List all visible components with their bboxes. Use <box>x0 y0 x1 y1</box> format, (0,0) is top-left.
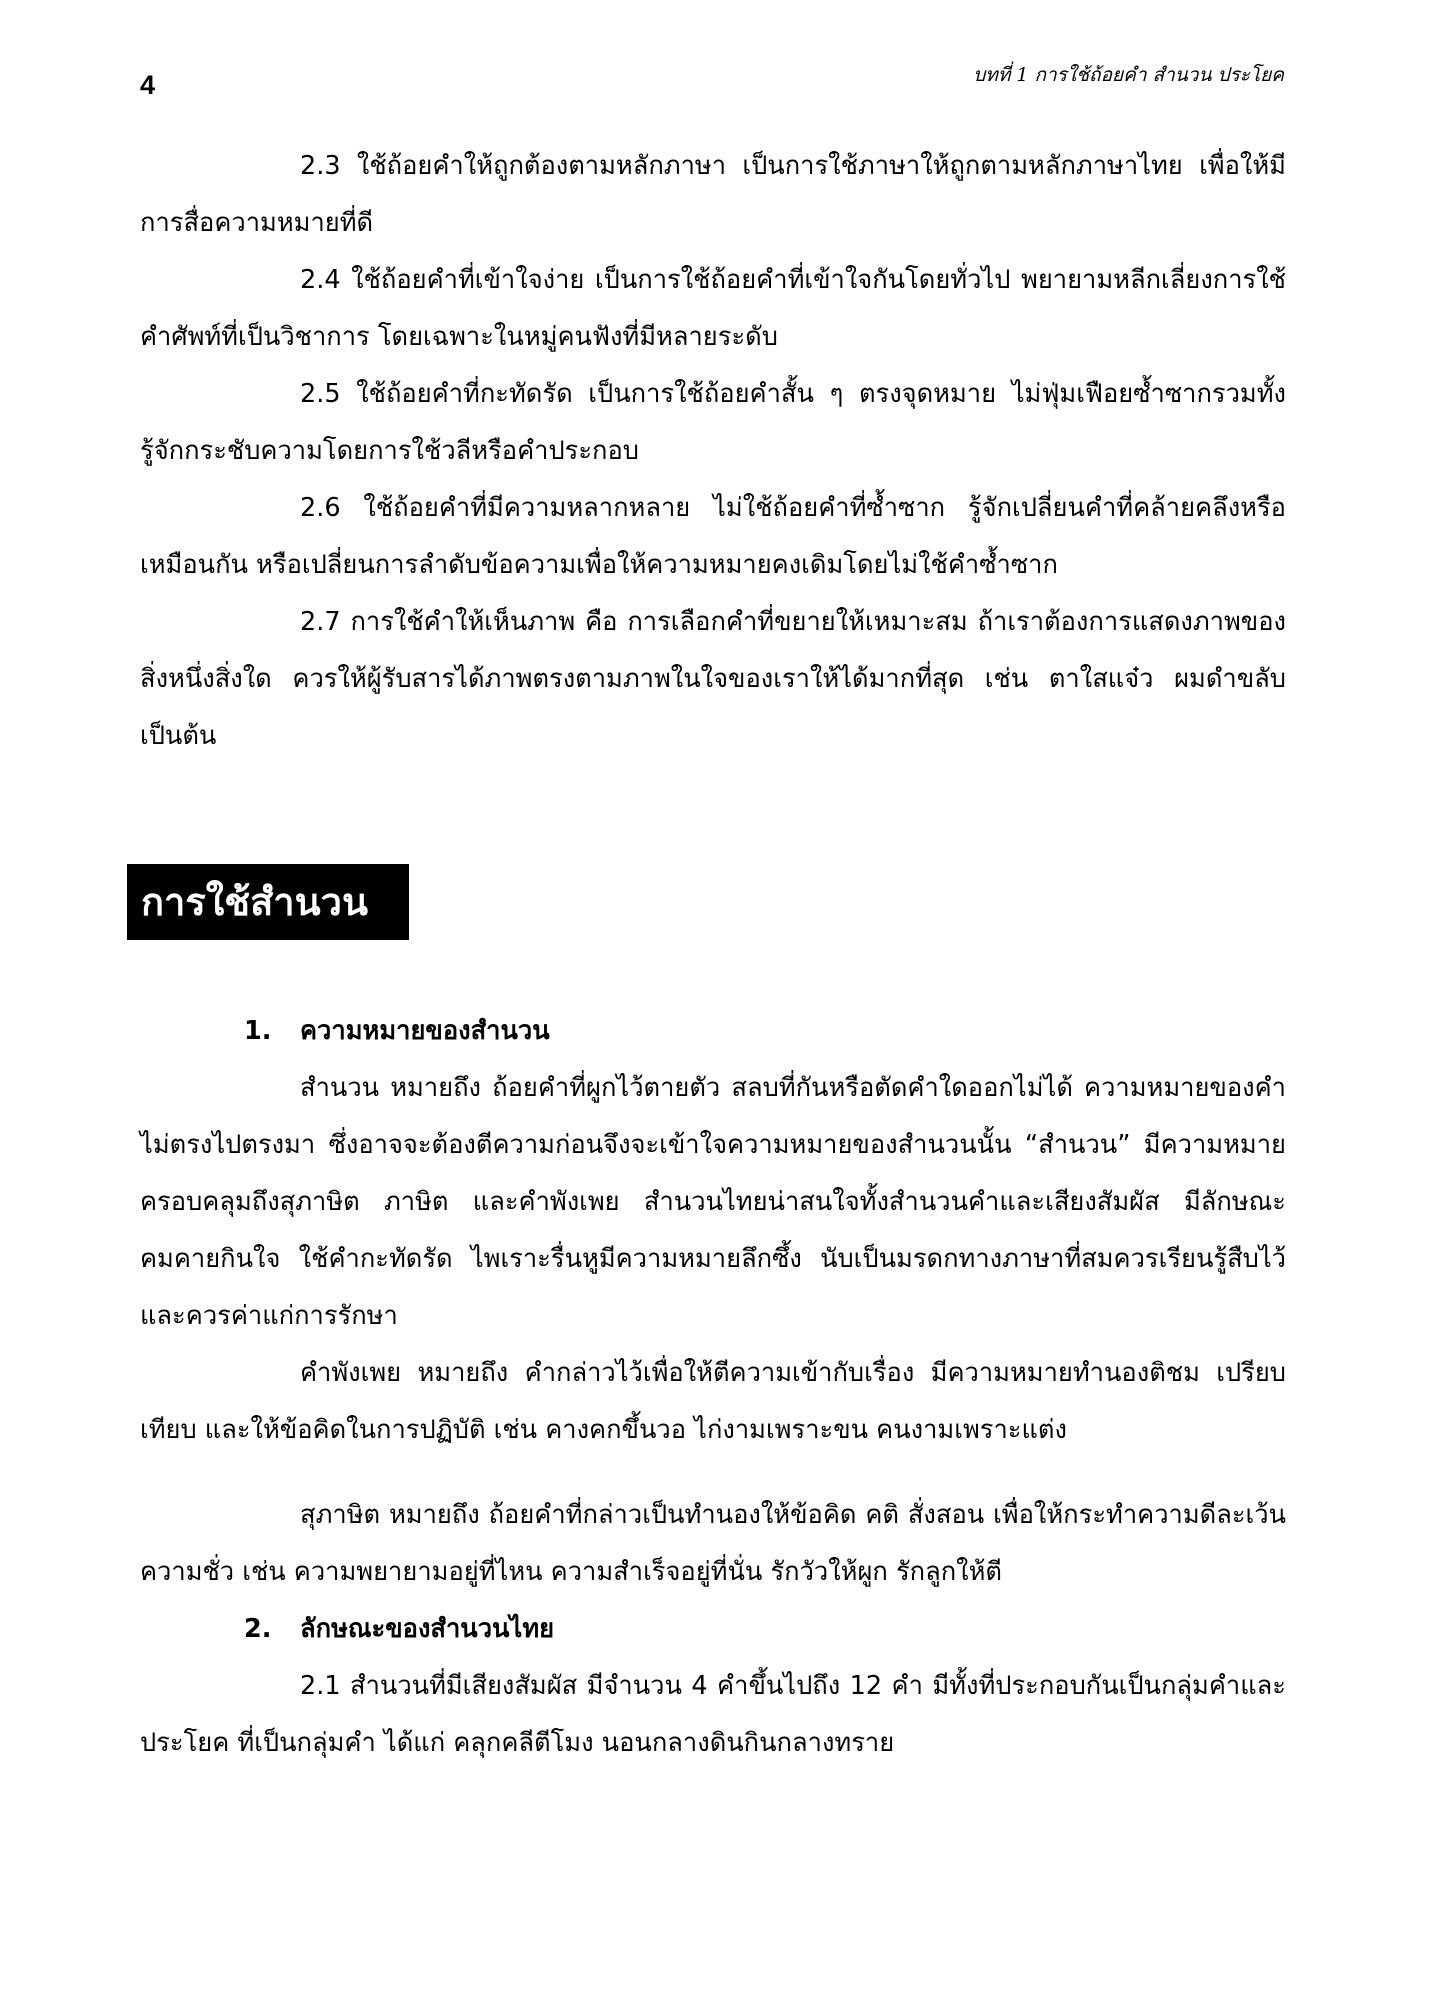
subheading-text: ความหมายของสำนวน <box>300 1016 550 1046</box>
paragraph-spacer <box>140 1459 1286 1487</box>
section-word-usage <box>140 138 1286 765</box>
page-number: 4 <box>140 70 156 100</box>
paragraph-2-4: 2.4 ใช้ถ้อยคำที่เข้าใจง่าย เป็นการใช้ถ้อยคำที่เข้าใจกันโดยทั่วไป พยายามหลีกเลี่ยงการใช้คำศัพท์ที่เป็นวิชาการ โดยเฉพาะในหมู่คนฟังที่มีหลายระดับ <box>140 265 1286 352</box>
subheading-number: 1. <box>244 1016 272 1046</box>
subheading-characteristics <box>140 1601 1286 1658</box>
paragraph-idiom-definition: สำนวน หมายถึง ถ้อยคำที่ผูกไว้ตายตัว สลบที่กันหรือตัดคำใดออกไม่ได้ ความหมายของคำไม่ตรงไปตรงมา ซึ่งอาจจะต้องตีความก่อนจึงจะเข้าใจความหมายของสำนวนนั้น “สำนวน” มีความหมายครอบคลุมถึงสุภาษิต ภาษิต และคำพังเพย สำนวนไทยน่าสนใจทั้งสำนวนคำและเสียงสัมผัส มีลักษณะคมคายกินใจ ใช้คำกะทัดรัด ไพเราะรื่นหูมีความหมายลึกซึ้ง นับเป็นมรดกทางภาษาที่สมควรเรียนรู้สืบไว้และควรค่าแก่การรักษา <box>140 1073 1286 1331</box>
section-idioms <box>140 1003 1286 1772</box>
paragraph-proverb-definition: คำพังเพย หมายถึง คำกล่าวไว้เพื่อให้ตีความเข้ากับเรื่อง มีความหมายทำนองติชม เปรียบเทียบ และให้ข้อคิดในการปฏิบัติ เช่น คางคกขึ้นวอ ไก่งามเพราะขน คนงามเพราะแต่ง <box>140 1358 1286 1445</box>
running-header: บทที่ 1 การใช้ถ้อยคำ สำนวน ประโยค <box>973 64 1284 86</box>
subheading-text: ลักษณะของสำนวนไทย <box>300 1614 555 1644</box>
paragraph-maxim-definition: สุภาษิต หมายถึง ถ้อยคำที่กล่าวเป็นทำนองให้ข้อคิด คติ สั่งสอน เพื่อให้กระทำความดีละเว้นความชั่ว เช่น ความพยายามอยู่ที่ไหน ความสำเร็จอยู่ที่นั่น รักวัวให้ผูก รักลูกให้ตี <box>140 1500 1286 1587</box>
paragraph-2-1: 2.1 สำนวนที่มีเสียงสัมผัส มีจำนวน 4 คำขึ้นไปถึง 12 คำ มีทั้งที่ประกอบกันเป็นกลุ่มคำและประโยค ที่เป็นกลุ่มคำ ได้แก่ คลุกคลีตีโมง นอนกลางดินกินกลางทราย <box>140 1671 1286 1758</box>
paragraph-2-3: 2.3 ใช้ถ้อยคำให้ถูกต้องตามหลักภาษา เป็นการใช้ภาษาให้ถูกตามหลักภาษาไทย เพื่อให้มีการสื่อความหมายที่ดี <box>140 151 1286 238</box>
paragraph-2-6: 2.6 ใช้ถ้อยคำที่มีความหลากหลาย ไม่ใช้ถ้อยคำที่ซ้ำซาก รู้จักเปลี่ยนคำที่คล้ายคลึงหรือเหมือนกัน หรือเปลี่ยนการลำดับข้อความเพื่อให้ความหมายคงเดิมโดยไม่ใช้คำซ้ำซาก <box>140 493 1286 580</box>
paragraph-2-5: 2.5 ใช้ถ้อยคำที่กะทัดรัด เป็นการใช้ถ้อยคำสั้น ๆ ตรงจุดหมาย ไม่ฟุ่มเฟือยซ้ำซากรวมทั้งรู้จักกระชับความโดยการใช้วลีหรือคำประกอบ <box>140 379 1286 466</box>
subheading-meaning <box>140 1003 1286 1060</box>
paragraph-2-7: 2.7 การใช้คำให้เห็นภาพ คือ การเลือกคำที่ขยายให้เหมาะสม ถ้าเราต้องการแสดงภาพของสิ่งหนึ่งสิ่งใด ควรให้ผู้รับสารได้ภาพตรงตามภาพในใจของเราให้ได้มากที่สุด เช่น ตาใสแจ๋ว ผมดำขลับ เป็นต้น <box>140 607 1286 751</box>
section-banner: การใช้สำนวน <box>127 864 409 940</box>
subheading-number: 2. <box>244 1614 272 1644</box>
